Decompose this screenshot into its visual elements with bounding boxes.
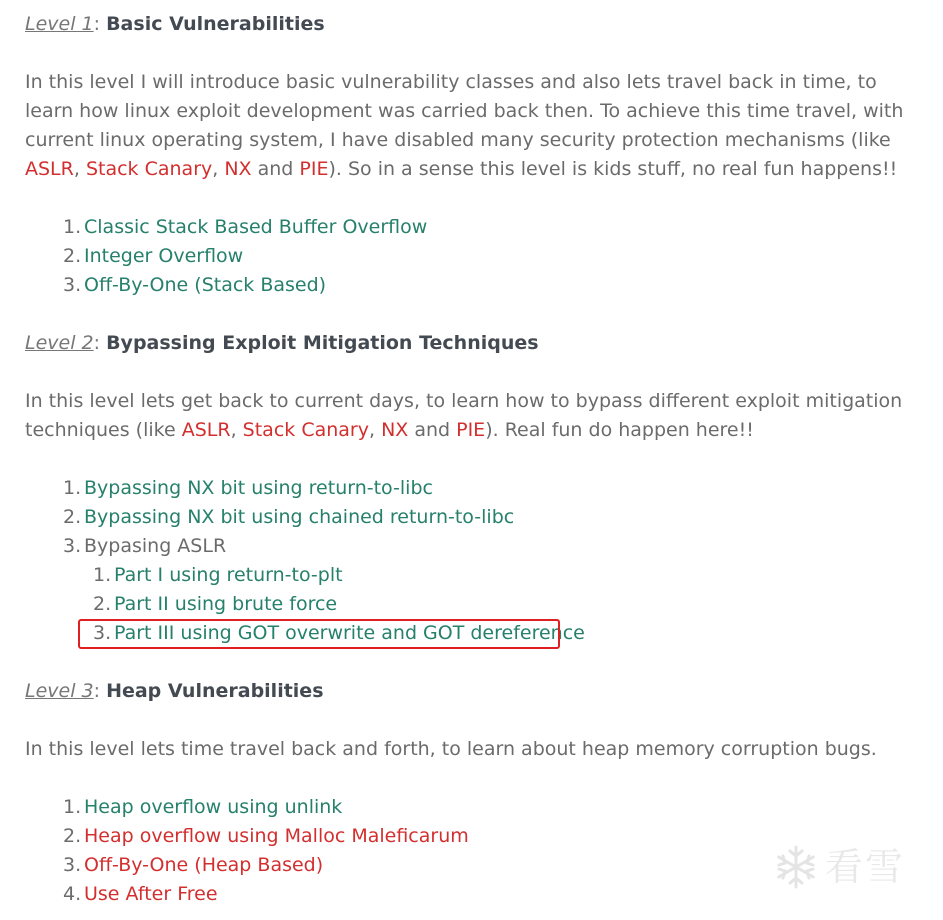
level-1-intro <box>25 68 925 184</box>
item-link-malloc-maleficarum[interactable]: Heap overflow using Malloc Maleficarum <box>84 825 469 847</box>
item-link-aslr-part-2[interactable]: Part II using brute force <box>114 593 338 615</box>
list-item <box>25 242 925 271</box>
heading-colon: : <box>93 680 107 702</box>
level-1-list <box>25 213 925 300</box>
watermark-text: 看雪 <box>825 844 906 889</box>
item-link-nx-ret2libc[interactable]: Bypassing NX bit using return-to-libc <box>84 477 433 499</box>
intro-sep: , <box>368 419 382 441</box>
sub-list-item <box>25 561 925 590</box>
intro-text: ). So in a sense this level is kids stuff, no real fun happens!! <box>328 158 898 180</box>
list-number: 3. <box>63 274 82 296</box>
level-1-title: Basic Vulnerabilities <box>106 13 325 35</box>
intro-and: and <box>408 419 457 441</box>
level-1-heading <box>25 10 925 39</box>
list-item <box>25 474 925 503</box>
list-number: 3. <box>63 535 82 557</box>
level-2-title: Bypassing Exploit Mitigation Techniques <box>106 332 539 354</box>
nx-link[interactable]: NX <box>224 158 252 180</box>
pie-link[interactable]: PIE <box>456 419 486 441</box>
list-item <box>25 503 925 532</box>
item-link-use-after-free[interactable]: Use After Free <box>84 883 218 905</box>
list-number: 2. <box>63 506 82 528</box>
list-item <box>25 793 925 822</box>
list-item <box>25 271 925 300</box>
item-link-integer-overflow[interactable]: Integer Overflow <box>84 245 244 267</box>
item-link-off-by-one-heap[interactable]: Off-By-One (Heap Based) <box>84 854 324 876</box>
list-number: 2. <box>63 825 82 847</box>
intro-text: In this level I will introduce basic vulnerability classes and also lets travel back in time, to learn how linux exploit development was carried back then. To achieve this time travel, with current linux operating system, I have disabled many security protection mechanisms (like <box>25 71 904 151</box>
item-link-heap-unlink[interactable]: Heap overflow using unlink <box>84 796 343 818</box>
stack-canary-link[interactable]: Stack Canary <box>85 158 213 180</box>
level-2-heading <box>25 329 925 358</box>
sub-list-item <box>25 590 925 619</box>
list-number: 2. <box>63 245 82 267</box>
level-2-link[interactable]: Level 2 <box>25 332 94 354</box>
stack-canary-link[interactable]: Stack Canary <box>242 419 369 441</box>
list-item <box>25 532 925 561</box>
aslr-link[interactable]: ASLR <box>25 158 74 180</box>
list-number: 1. <box>93 564 112 586</box>
list-number: 4. <box>63 883 82 905</box>
highlight-annotation-box <box>78 619 560 649</box>
item-link-aslr-part-1[interactable]: Part I using return-to-plt <box>114 564 343 586</box>
list-number: 1. <box>63 216 82 238</box>
watermark <box>773 842 905 892</box>
list-number: 3. <box>93 622 112 644</box>
intro-sep: , <box>212 158 225 180</box>
item-link-off-by-one-stack[interactable]: Off-By-One (Stack Based) <box>84 274 327 296</box>
heading-colon: : <box>93 332 107 354</box>
level-2-intro <box>25 387 925 445</box>
level-3-intro: In this level lets time travel back and forth, to learn about heap memory corruption bugs. <box>25 738 877 760</box>
snowflake-icon <box>773 844 819 890</box>
nx-link[interactable]: NX <box>381 419 409 441</box>
aslr-link[interactable]: ASLR <box>181 419 231 441</box>
item-link-stack-overflow[interactable]: Classic Stack Based Buffer Overflow <box>84 216 428 238</box>
heading-colon: : <box>93 13 107 35</box>
intro-text: ). Real fun do happen here!! <box>485 419 754 441</box>
intro-and: and <box>251 158 300 180</box>
level-3-title: Heap Vulnerabilities <box>106 680 324 702</box>
intro-sep: , <box>230 419 243 441</box>
intro-text: In this level lets get back to current days, to learn how to bypass different exploit mitigation techniques (like <box>25 390 903 441</box>
item-text-bypassing-aslr: Bypasing ASLR <box>84 535 227 557</box>
item-link-aslr-part-3[interactable]: Part III using GOT overwrite and GOT dereference <box>114 622 585 644</box>
list-number: 3. <box>63 854 82 876</box>
intro-sep: , <box>73 158 86 180</box>
list-number: 1. <box>63 477 82 499</box>
level-3-link[interactable]: Level 3 <box>25 680 94 702</box>
pie-link[interactable]: PIE <box>299 158 329 180</box>
list-number: 2. <box>93 593 112 615</box>
article-content <box>25 10 925 909</box>
level-1-link[interactable]: Level 1 <box>25 13 94 35</box>
item-link-nx-chained-ret2libc[interactable]: Bypassing NX bit using chained return-to-libc <box>84 506 515 528</box>
list-item <box>25 213 925 242</box>
level-3-heading <box>25 677 925 706</box>
list-number: 1. <box>63 796 82 818</box>
